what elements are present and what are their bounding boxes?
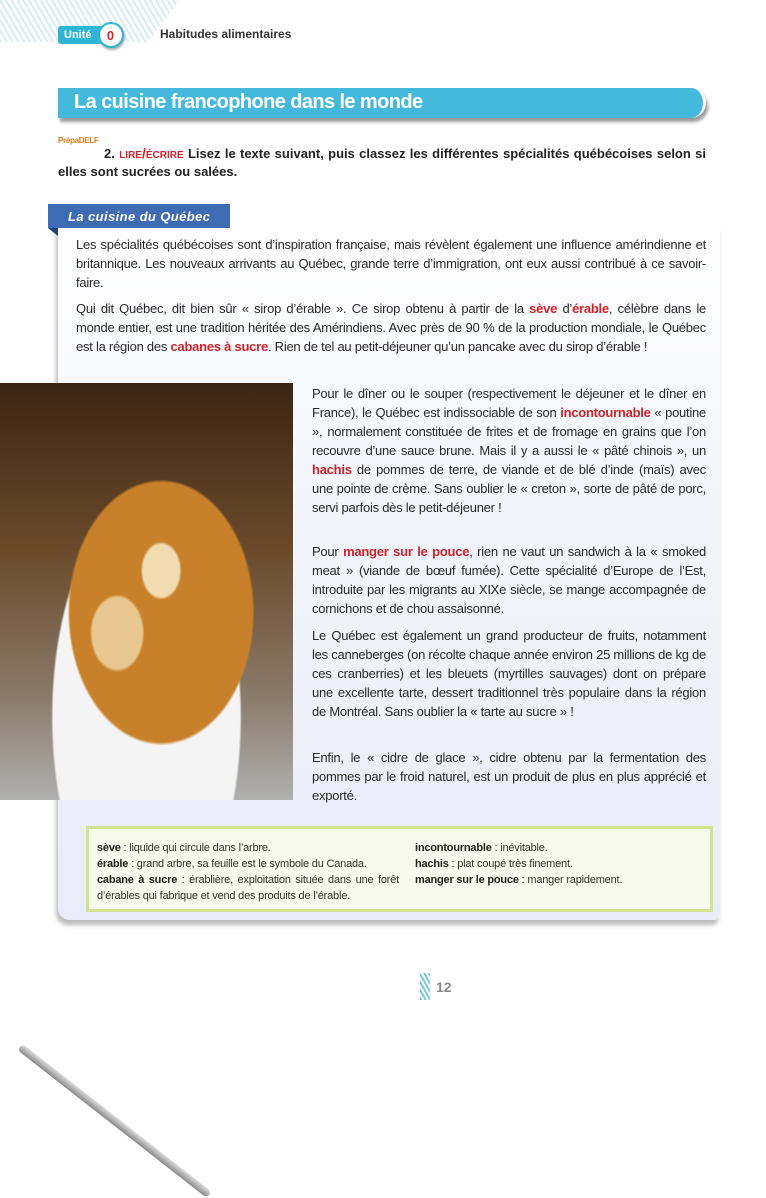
text: , rien ne vaut un sandwich à la « smoked meat » (viande de bœuf fumée). Cette spécialité d’Europe de l’Est, introduite par les migrants au XIXe siècle, se mange accompagnée de cornichons et de chou assaisonné. [312, 544, 706, 616]
glossary-item [97, 872, 399, 904]
section-tag: La cuisine du Québec [48, 204, 230, 228]
text: d’ [557, 301, 573, 316]
glossary-box [86, 826, 713, 912]
term: sève [97, 842, 121, 854]
term: manger sur le pouce [415, 874, 519, 886]
page-number-text: 12 [436, 978, 452, 995]
prepadelf-badge: PrépaDELF [58, 136, 99, 145]
text: Pour le dîner ou le souper (respectivement le déjeuner et le dîner en France), le Québec est indissociable de son [312, 386, 706, 420]
keyword: manger sur le pouce [343, 544, 470, 559]
term: érable [97, 858, 129, 870]
exercise-instruction [58, 144, 706, 181]
definition: : grand arbre, sa feuille est le symbole du Canada. [128, 858, 367, 870]
unit-label: Unité [58, 26, 106, 44]
glossary-column-2 [415, 840, 622, 898]
text: , célèbre dans le monde entier, est une tradition héritée des Amérindiens. Avec près de 90 % de la production mondiale, le Québec est la région des [76, 301, 706, 354]
keyword: cabanes à sucre [170, 339, 268, 354]
glossary-item [415, 872, 622, 888]
text: « poutine », normalement constituée de frites et de fromage en grains que l’on recouvre d’une sauce brune. Mais il y a aussi le « pâté chinois », un [312, 405, 706, 458]
fork-image [18, 1044, 212, 1198]
definition: : plat coupé très finement. [448, 858, 573, 870]
glossary-column-1 [97, 840, 399, 902]
unit-badge [58, 25, 124, 45]
definition: : érablière, exploitation située dans une forêt d’érables qui fabrique et vend des produits de l’érable. [97, 874, 399, 902]
term: incontournable [415, 842, 492, 854]
definition: : manger rapidement. [518, 874, 623, 886]
page-number [420, 973, 452, 1000]
glossary-item [415, 856, 622, 872]
keyword: érable [572, 301, 609, 316]
exercise-number: 2. [104, 146, 115, 161]
poutine-photo [0, 383, 293, 800]
text: Pour [312, 544, 344, 559]
term: hachis [415, 858, 449, 870]
exercise-text: Lisez le texte suivant, puis classez les différentes spécialités québécoises selon si elles sont sucrées ou salées. [58, 146, 706, 179]
page-title: La cuisine francophone dans le monde [58, 88, 706, 118]
paragraph-1: Les spécialités québécoises sont d’inspiration française, mais révèlent également une influence amérindienne et britannique. Les nouveaux arrivants au Québec, grande terre d’immigration, ont eux aussi contribué à ce savoir-faire. [76, 237, 706, 290]
exercise-skill: lire/écrire [119, 145, 184, 161]
keyword: incontournable [560, 405, 651, 420]
paragraph-6: Enfin, le « cidre de glace », cidre obtenu par la fermentation des pommes par le froid naturel, est un produit de plus en plus apprécié et exporté. [312, 750, 706, 803]
definition: : inévitable. [491, 842, 548, 854]
paragraph-3 [312, 384, 706, 517]
paragraph-4 [312, 542, 706, 618]
paragraph-2 [76, 299, 706, 356]
term: cabane à sucre [97, 874, 178, 886]
paragraph-5: Le Québec est également un grand producteur de fruits, notamment les canneberges (on récolte chaque année environ 25 millions de kg de ces cranberries) et les bleuets (myrtilles sauvages) dont on prépare une excellente tarte, dessert traditionnel très populaire dans la région de Montréal. Sans oublier la « tarte au sucre » ! [312, 628, 706, 719]
text: Qui dit Québec, dit bien sûr « sirop d’érable ». Ce sirop obtenu à partir de la [76, 301, 530, 316]
glossary-item [97, 840, 399, 856]
stripe-decoration [420, 973, 430, 1000]
chapter-title: Habitudes alimentaires [160, 27, 292, 41]
definition: : liquide qui circule dans l’arbre. [120, 842, 271, 854]
glossary-item [415, 840, 622, 856]
keyword: hachis [312, 462, 352, 477]
glossary-item [97, 856, 399, 872]
text: de pommes de terre, de viande et de blé d’inde (maïs) avec une pointe de crème. Sans oublier le « creton », sorte de pâté de porc, servi parfois dès le petit-déjeuner ! [312, 462, 706, 515]
unit-number: 0 [98, 22, 124, 48]
keyword: sève [529, 301, 558, 316]
text: . Rien de tel au petit-déjeuner qu’un pancake avec du sirop d’érable ! [267, 339, 648, 354]
